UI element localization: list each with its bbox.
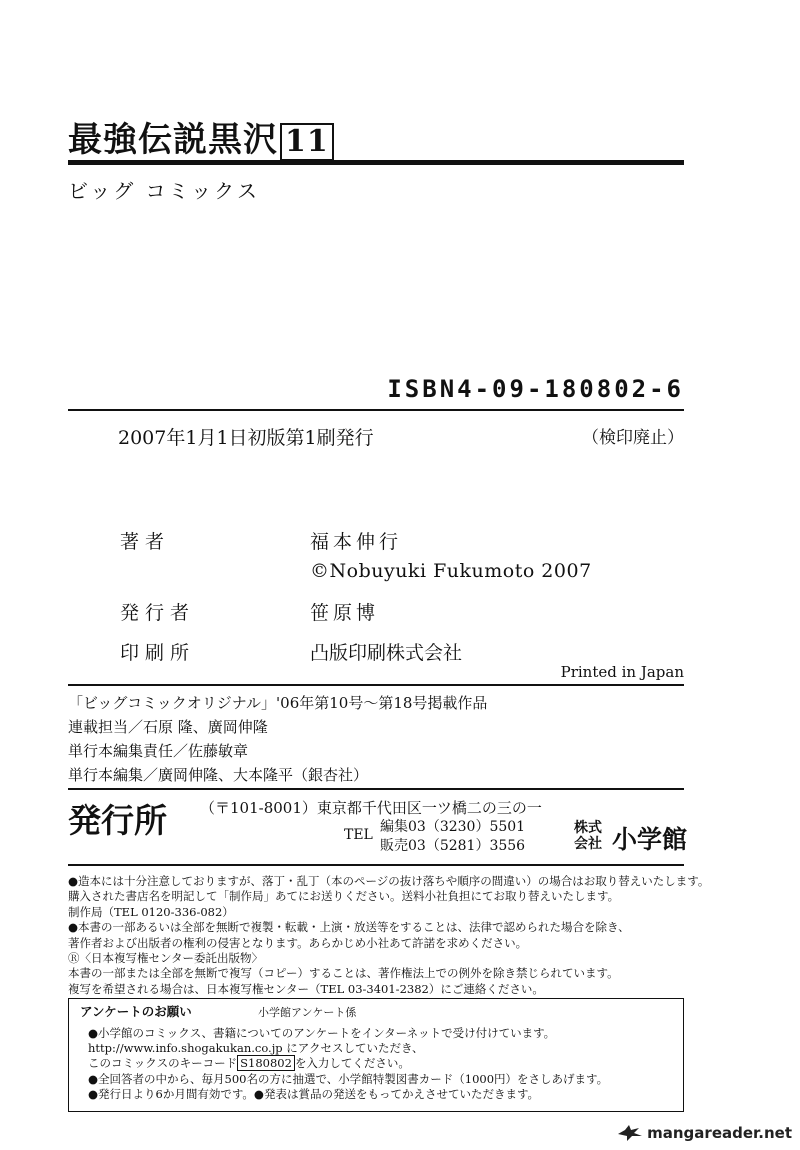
survey-line-3-before: このコミックスのキーコード xyxy=(88,1056,238,1071)
serial-line-4: 単行本編集／廣岡伸隆、大本隆平（銀杏社） xyxy=(68,766,369,784)
company-prefix-2: 会社 xyxy=(574,836,602,852)
survey-line-5: ●発行日より6か月間有効です。●発表は賞品の発送をもってかえさせていただきます。 xyxy=(88,1086,540,1101)
serial-rule xyxy=(68,788,684,790)
imprint-label: ビッグ コミックス xyxy=(68,179,260,203)
company-prefix xyxy=(574,820,602,852)
book-title xyxy=(68,112,334,161)
book-title-text: 最強伝説黒沢 xyxy=(68,120,278,160)
survey-line-4: ●全回答者の中から、毎月500名の方に抽選で、小学館特製図書カード（1000円）をさしあげます。 xyxy=(88,1071,609,1086)
publisher-address: （〒101-8001）東京都千代田区一ツ橋二の三の一 xyxy=(200,799,542,817)
isbn-rule xyxy=(68,409,684,411)
printer-key: 印刷所 xyxy=(120,642,196,664)
note-line: 著作者および出版者の権利の侵害となります。あらかじめ小社あて許諾を求めください。 xyxy=(68,935,528,950)
printed-in: Printed in Japan xyxy=(560,663,684,681)
note-line: 制作局（TEL 0120-336-082） xyxy=(68,904,234,919)
tel-label: TEL xyxy=(344,827,373,843)
isbn: ISBN4-09-180802-6 xyxy=(387,375,684,403)
survey-line-2: http://www.info.shogakukan.co.jp にアクセスしていただき、 xyxy=(88,1041,424,1056)
note-line: 購入された書店名を明記して「制作局」あてにお送りください。送料小社負担にてお取り替えいたします。 xyxy=(68,889,620,904)
copyright-line: ©Nobuyuki Fukumoto 2007 xyxy=(310,560,592,582)
serial-line-1: 「ビッグコミックオリジナル」'06年第10号〜第18号掲載作品 xyxy=(68,694,488,712)
watermark xyxy=(617,1124,792,1142)
title-rule xyxy=(68,160,684,165)
tel-lines xyxy=(380,818,525,856)
legal-notes xyxy=(68,874,709,997)
volume-number: 11 xyxy=(280,123,334,161)
company-name: 小学館 xyxy=(612,825,688,854)
publisher-key: 発行者 xyxy=(120,602,196,624)
serial-line-3: 単行本編集責任／佐藤敏章 xyxy=(68,742,249,760)
key-code: S180802 xyxy=(237,1055,295,1071)
publisher-label: 発行所 xyxy=(68,801,167,840)
note-line: ●本書の一部あるいは全部を無断で複製・転載・上演・放送等をすることは、法律で認められた場合を除き、 xyxy=(68,920,630,935)
serial-line-2: 連載担当／石原 隆、廣岡伸隆 xyxy=(68,718,268,736)
tel-editorial: 編集03（3230）5501 xyxy=(380,819,526,835)
author-key: 著者 xyxy=(120,531,171,553)
tel-sales: 販売03（5281）3556 xyxy=(380,838,526,854)
first-print-date: 2007年1月1日初版第1刷発行 xyxy=(118,427,374,449)
survey-line-3-after: を入力してください。 xyxy=(294,1056,410,1071)
company-prefix-1: 株式 xyxy=(574,820,602,836)
bird-logo-icon xyxy=(617,1124,643,1142)
survey-heading: アンケートのお願い xyxy=(80,1004,192,1019)
note-line: 本書の一部または全部を無断で複写（コピー）することは、著作権法上での例外を除き禁じられています。 xyxy=(68,966,619,981)
note-line: ●造本には十分注意しておりますが、落丁・乱丁（本のページの抜け落ちや順序の間違い）の場合はお取り替えいたします。 xyxy=(68,874,710,888)
stamp-note: （検印廃止） xyxy=(582,428,684,448)
note-line: 複写を希望される場合は、日本複写権センター（TEL 03-3401-2382）にご連絡ください。 xyxy=(68,981,544,996)
survey-department: 小学館アンケート係 xyxy=(258,1006,357,1019)
credits-rule xyxy=(68,684,684,686)
survey-line-1: ●小学館のコミックス、書籍についてのアンケートをインターネットで受け付けています。 xyxy=(88,1026,556,1040)
watermark-text: mangareader.net xyxy=(647,1124,792,1142)
note-line: Ⓡ〈日本複写権センター委託出版物〉 xyxy=(68,951,264,966)
publisher-rule xyxy=(68,864,684,866)
survey-text xyxy=(88,1026,608,1102)
printer-value: 凸版印刷株式会社 xyxy=(310,642,463,664)
survey-line-3 xyxy=(88,1056,608,1071)
publisher-value: 笹原博 xyxy=(310,602,380,624)
author-value: 福本伸行 xyxy=(310,531,403,553)
